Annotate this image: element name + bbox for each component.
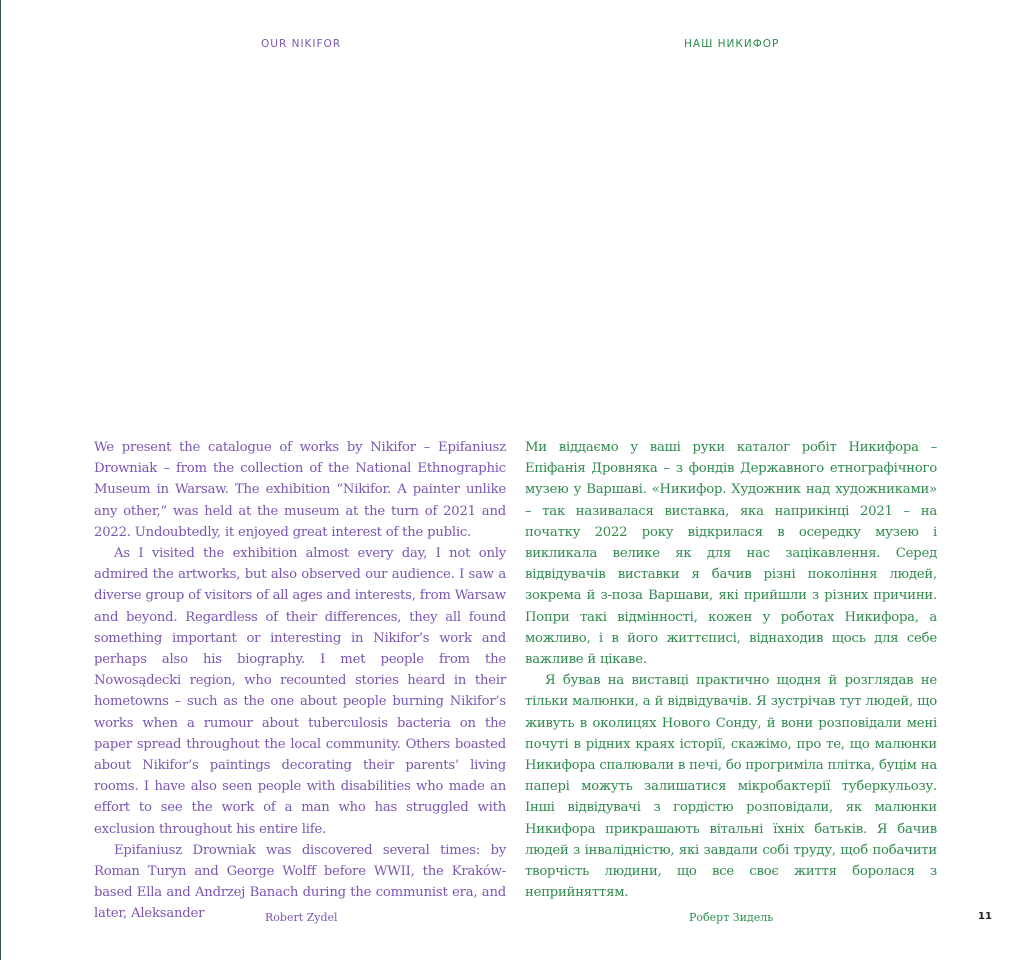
ukrainian-paragraph-2: Я бував на виставці практично щодня й розглядав не тільки малюнки, а й відвідувачів. Я зустрічав тут людей, що живуть в околицях Нового Сонду, й вони розповідали мені почуті в рідних краях історії, скажімо, про те, що малюнки Никифора спалювали в печі, бо прогриміла плітка, буцім на папері можуть залишатися мікробактерії туберкульозу. Інші відвідувачі з гордістю розповідали, як малюнки Никифора прикрашають вітальні їхніх батьків. Я бачив людей з інвалідністю, які завдали собі труду, щоб побачити творчість людини, що все своє життя боролася з неприйняттям. xyxy=(525,673,937,901)
ukrainian-paragraph-1: Ми віддаємо у ваші руки каталог робіт Никифора – Епіфанія Дровняка – з фондів Державного етнографічного музею у Варшаві. «Никифор. Художник над художниками» – так називалася виставка, яка наприкінці 2021 – на початку 2022 року відкрилася в осередку музею і викликала велике як для нас зацікавлення. Серед відвідувачів виставки я бачив різні покоління людей, зокрема й з-поза Варшави, які прийшли з різних причини. Попри такі відмінності, кожен у роботах Никифора, а можливо, і в його життєписі, віднаходив щось для себе важливе й цікаве. xyxy=(525,440,937,668)
english-text-column xyxy=(94,437,506,925)
page-number: 11 xyxy=(978,911,992,922)
page-edge-rule xyxy=(0,0,1,960)
english-paragraph-3: Epifaniusz Drowniak was discovered several times: by Roman Turyn and George Wolff before WWII, the Kraków-based Ella and Andrzej Banach during the communist era, and later, Aleksander xyxy=(94,842,506,922)
english-paragraph-1: We present the catalogue of works by Nikifor – Epifaniusz Drowniak – from the collection of the National Ethnographic Museum in Warsaw. The exhibition “Nikifor. A painter unlike any other,” was held at the museum at the turn of 2021 and 2022. Undoubtedly, it enjoyed great interest of the public. xyxy=(94,440,506,540)
english-paragraph-2: As I visited the exhibition almost every day, I not only admired the artworks, but also observed our audience. I saw a diverse group of visitors of all ages and interests, from Warsaw and beyond. Regardless of their differences, they all found something important or interesting in Nikifor’s work and perhaps also his biography. I met people from the Nowosądecki region, who recounted stories heard in their hometowns – such as the one about people burning Nikifor’s works when a rumour about tuberculosis bacteria on the paper spread throughout the local community. Others boasted about Nikifor’s paintings decorating their parents’ living rooms. I have also seen people with disabilities who made an effort to see the work of a man who has struggled with exclusion throughout his entire life. xyxy=(94,546,506,837)
running-header-ukrainian: НАШ НИКИФОР xyxy=(684,38,780,50)
running-header-english: OUR NIKIFOR xyxy=(261,38,342,50)
author-name-ukrainian: Роберт Зидель xyxy=(689,911,774,924)
author-name-english: Robert Zydel xyxy=(265,911,338,924)
ukrainian-text-column xyxy=(525,437,937,903)
